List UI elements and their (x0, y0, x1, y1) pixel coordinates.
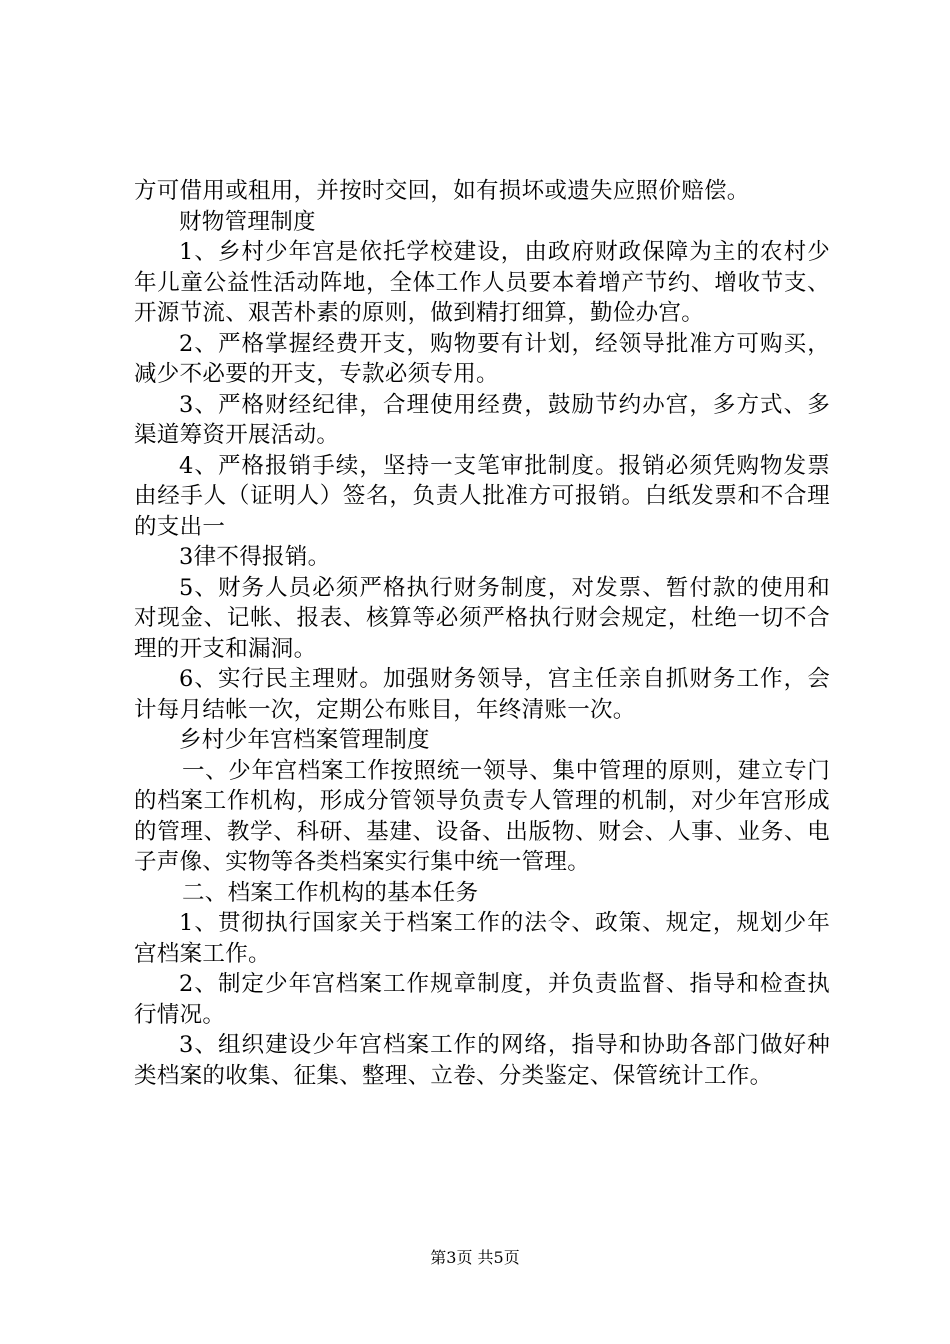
paragraph-archive-task-2: 2、制定少年宫档案工作规章制度，并负责监督、指导和检查执行情况。 (134, 971, 830, 1028)
paragraph-continuation: 方可借用或租用，并按时交回，如有损坏或遗失应照价赔偿。 (134, 178, 750, 204)
paragraph-archive-1: 一、少年宫档案工作按照统一领导、集中管理的原则，建立专门的档案工作机构，形成分管领导负责专人管理的机制，对少年宫形成的管理、教学、科研、基建、设备、出版物、财会、人事、业务、电子声像、实物等各类档案实行集中统一管理。 (134, 757, 830, 875)
paragraph-finance-5: 5、财务人员必须严格执行财务制度，对发票、暂付款的使用和对现金、记帐、报表、核算等必须严格执行财会规定，杜绝一切不合理的开支和漏洞。 (134, 574, 830, 662)
paragraph-finance-4-cont: 3律不得报销。 (179, 544, 331, 570)
paragraph-finance-4: 4、严格报销手续，坚持一支笔审批制度。报销必须凭购物发票由经手人（证明人）签名，负责人批准方可报销。白纸发票和不合理的支出一 (134, 452, 830, 540)
paragraph-finance-3: 3、严格财经纪律，合理使用经费，鼓励节约办宫，多方式、多渠道筹资开展活动。 (134, 391, 830, 448)
paragraph-finance-6: 6、实行民主理财。加强财务领导，宫主任亲自抓财务工作，会计每月结帐一次，定期公布账目，年终清账一次。 (134, 666, 830, 723)
paragraph-finance-2: 2、严格掌握经费开支，购物要有计划，经领导批准方可购买，减少不必要的开支，专款必须专用。 (134, 330, 830, 387)
section-heading-finance: 财物管理制度 (179, 208, 316, 235)
subheading-archive-tasks: 二、档案工作机构的基本任务 (182, 879, 479, 906)
paragraph-archive-task-1: 1、贯彻执行国家关于档案工作的法令、政策、规定，规划少年宫档案工作。 (134, 910, 830, 967)
paragraph-archive-task-3: 3、组织建设少年宫档案工作的网络，指导和协助各部门做好种类档案的收集、征集、整理、立卷、分类鉴定、保管统计工作。 (134, 1032, 830, 1089)
page-footer: 第3页 共5页 (430, 1248, 520, 1267)
document-body (134, 176, 830, 1091)
paragraph-finance-1: 1、乡村少年宫是依托学校建设，由政府财政保障为主的农村少年儿童公益性活动阵地，全体工作人员要本着增产节约、增收节支、开源节流、艰苦朴素的原则，做到精打细算，勤俭办宫。 (134, 239, 830, 326)
section-heading-archive: 乡村少年宫档案管理制度 (179, 727, 430, 753)
